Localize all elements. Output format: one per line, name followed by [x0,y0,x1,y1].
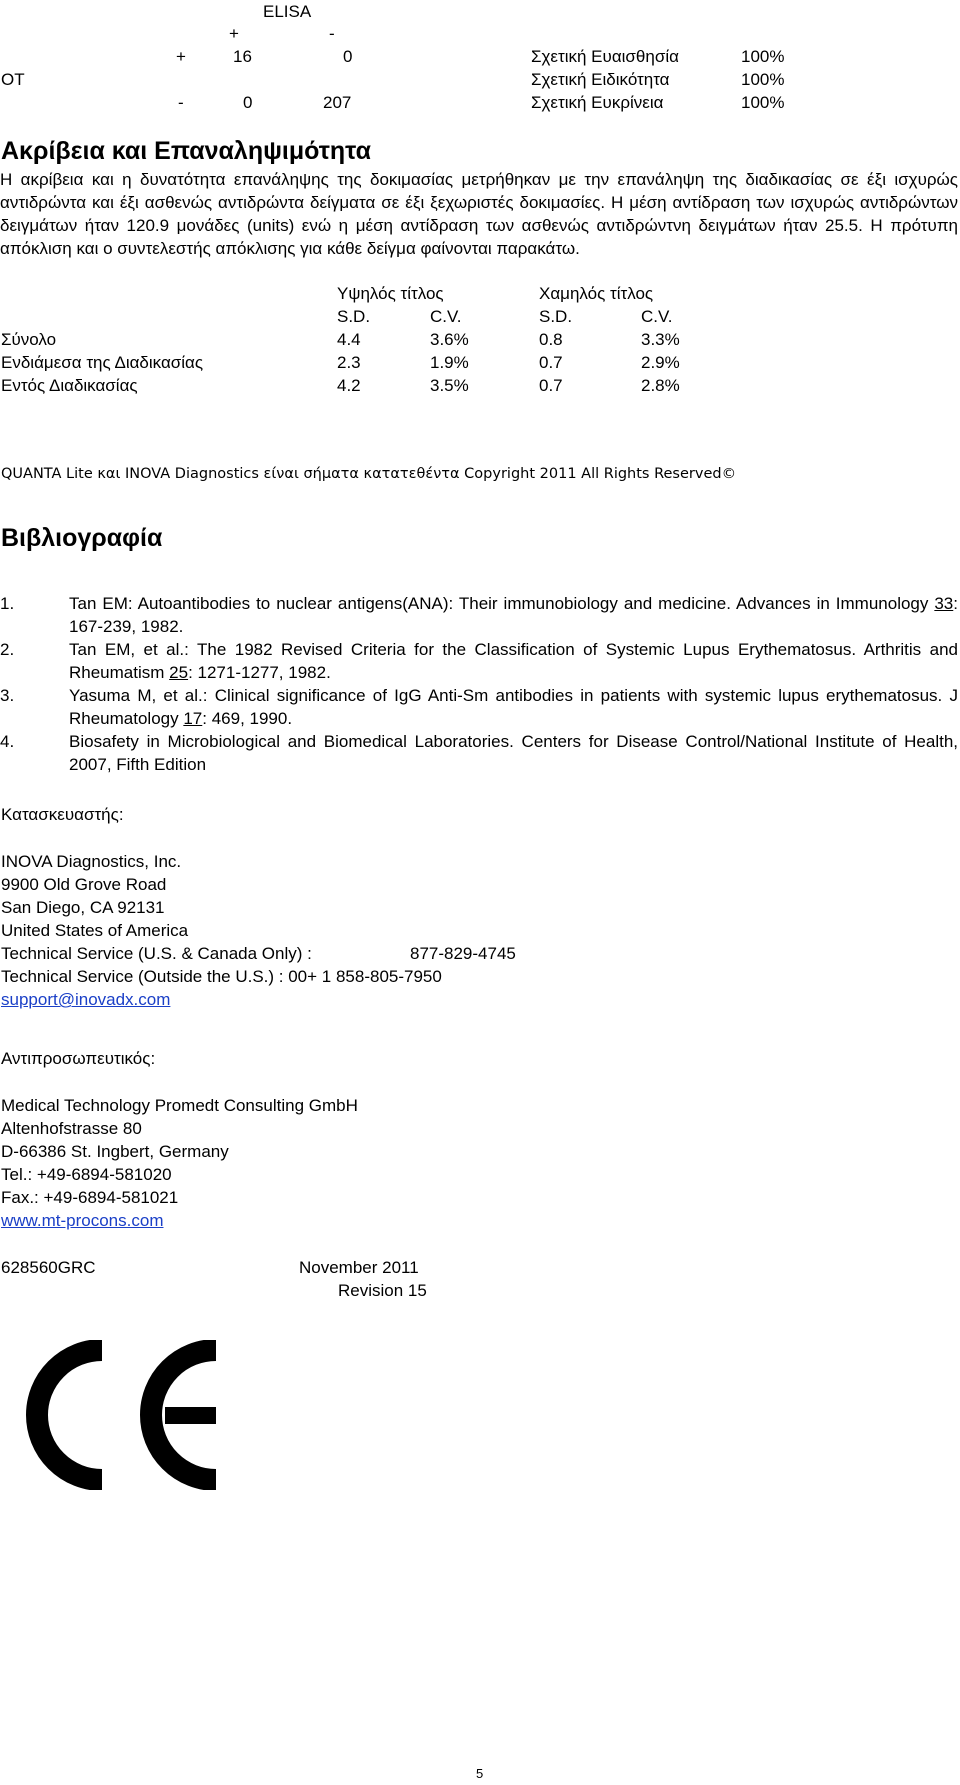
accuracy-label: Σχετική Ευκρίνεια [531,93,664,112]
sensitivity-label: Σχετική Ευαισθησία [531,47,679,66]
reference-pages: : 1271-1277, 1982. [188,663,331,682]
reference-text [69,592,958,638]
manufacturer-line: INOVA Diagnostics, Inc. [1,852,182,871]
cv-header: C.V. [430,307,462,326]
manufacturer-line: United States of America [1,921,189,940]
table-cell: 4.2 [337,376,361,395]
cv-header: C.V. [641,307,673,326]
sd-header: S.D. [539,307,573,326]
reference-volume: 17 [183,709,203,728]
representative-line: Altenhofstrasse 80 [1,1119,142,1138]
representative-website-link[interactable]: www.mt-procons.com [1,1211,164,1230]
row-label: Ενδιάμεσα της Διαδικασίας [1,353,204,372]
manufacturer-line: San Diego, CA 92131 [1,898,165,917]
table-cell: 1.9% [430,353,469,372]
reference-body: Tan EM: Autoantibodies to nuclear antigens(ANA): Their immunobiology and medicine. Advances in Immunology [69,594,935,613]
reference-number: 3. [0,686,15,705]
reference-item [0,684,958,730]
reference-number: 4. [0,732,15,751]
ce-mark-logo [20,1340,230,1490]
table-cell: 0.7 [539,353,563,372]
table-cell: 4.4 [337,330,361,349]
reference-text: Biosafety in Microbiological and Biomedical Laboratories. Centers for Disease Control/National Institute of Health, 2007, Fifth Edition [69,732,958,774]
row-label: Εντός Διαδικασίας [1,376,138,395]
row-label: Σύνολο [1,330,57,349]
table-cell: 2.9% [641,353,680,372]
document-revision: Revision 15 [338,1281,427,1300]
specificity-label: Σχετική Ειδικότητα [531,70,670,89]
document-code: 628560GRC [1,1258,96,1277]
reference-number: 2. [0,640,15,659]
reference-text [69,638,958,684]
accuracy-value: 100% [741,93,785,112]
page-number: 5 [476,1766,484,1781]
representative-label: Αντιπροσωπευτικός: [1,1049,156,1068]
manufacturer-label: Κατασκευαστής: [1,805,124,824]
elisa-row-label: OT [1,70,25,89]
table-cell: 0.8 [539,330,563,349]
document-date: November 2011 [299,1258,419,1277]
reference-body: Yasuma M, et al.: Clinical significance of IgG Anti-Sm antibodies in patients with systemic lupus erythematosus. J Rheumatology [69,686,958,728]
reference-volume: 25 [169,663,189,682]
elisa-col-positive: + [229,24,239,43]
high-titer-header: Υψηλός τίτλος [337,284,444,303]
elisa-cell: 207 [323,93,352,112]
reference-text [69,684,958,730]
elisa-cell: 16 [233,47,252,66]
technical-service-us-phone: 877-829-4745 [410,944,516,963]
sd-header: S.D. [337,307,371,326]
reference-number: 1. [0,594,15,613]
table-cell: 2.3 [337,353,361,372]
bibliography-heading: Βιβλιογραφία [1,524,163,552]
reference-item [0,730,958,776]
reference-item [0,592,958,638]
representative-line: Fax.: +49-6894-581021 [1,1188,179,1207]
trademark-note: QUANTA Lite και INOVA Diagnostics είναι σήματα κατατεθέντα Copyright 2011 All Rights Reserved© [1,466,737,482]
specificity-value: 100% [741,70,785,89]
table-cell: 0.7 [539,376,563,395]
elisa-cell: 0 [343,47,353,66]
low-titer-header: Χαμηλός τίτλος [539,284,654,303]
manufacturer-line: 9900 Old Grove Road [1,875,167,894]
reference-volume: 33 [934,594,954,613]
sensitivity-value: 100% [741,47,785,66]
reference-pages: : 167-239, 1982. [69,594,958,636]
elisa-title: ELISA [263,2,312,21]
technical-service-outside: Technical Service (Outside the U.S.) : 00+ 1 858-805-7950 [1,967,442,986]
precision-paragraph: Η ακρίβεια και η δυνατότητα επανάληψης της δοκιμασίας μετρήθηκαν με την επανάληψη της διαδικασίας σε έξι ισχυρώς αντιδρώντα και έξι ασθενώς αντιδρώντα δείγματα σε έξι ξεχωριστές δοκιμασίες. Η μέση αντίδραση των ισχυρώς αντιδρώντων δειγμάτων ήταν 120.9 μονάδες (units) ενώ η μέση αντίδραση των ασθενώς αντιδρώντνη δειγμάτων ήταν 25.5. Η πρότυπη απόκλιση και ο συντελεστής απόκλισης για κάθε δείγμα φαίνονται παρακάτω. [0,170,958,258]
elisa-row-positive-sign: + [176,47,186,66]
technical-service-us-label: Technical Service (U.S. & Canada Only) : [1,944,312,963]
elisa-row-negative-sign: - [178,93,184,112]
representative-line: Medical Technology Promedt Consulting GmbH [1,1096,358,1115]
table-cell: 3.3% [641,330,680,349]
table-cell: 3.6% [430,330,469,349]
support-email-link[interactable]: support@inovadx.com [1,990,171,1009]
representative-line: D-66386 St. Ingbert, Germany [1,1142,229,1161]
precision-heading: Ακρίβεια και Επαναληψιμότητα [1,137,372,165]
reference-pages: : 469, 1990. [202,709,293,728]
table-cell: 3.5% [430,376,469,395]
elisa-col-negative: - [329,24,335,43]
table-cell: 2.8% [641,376,680,395]
representative-line: Tel.: +49-6894-581020 [1,1165,172,1184]
reference-body: Tan EM, et al.: The 1982 Revised Criteria for the Classification of Systemic Lupus Erythematosus. Arthritis and Rheumatism [69,640,958,682]
elisa-cell: 0 [243,93,253,112]
reference-item [0,638,958,684]
